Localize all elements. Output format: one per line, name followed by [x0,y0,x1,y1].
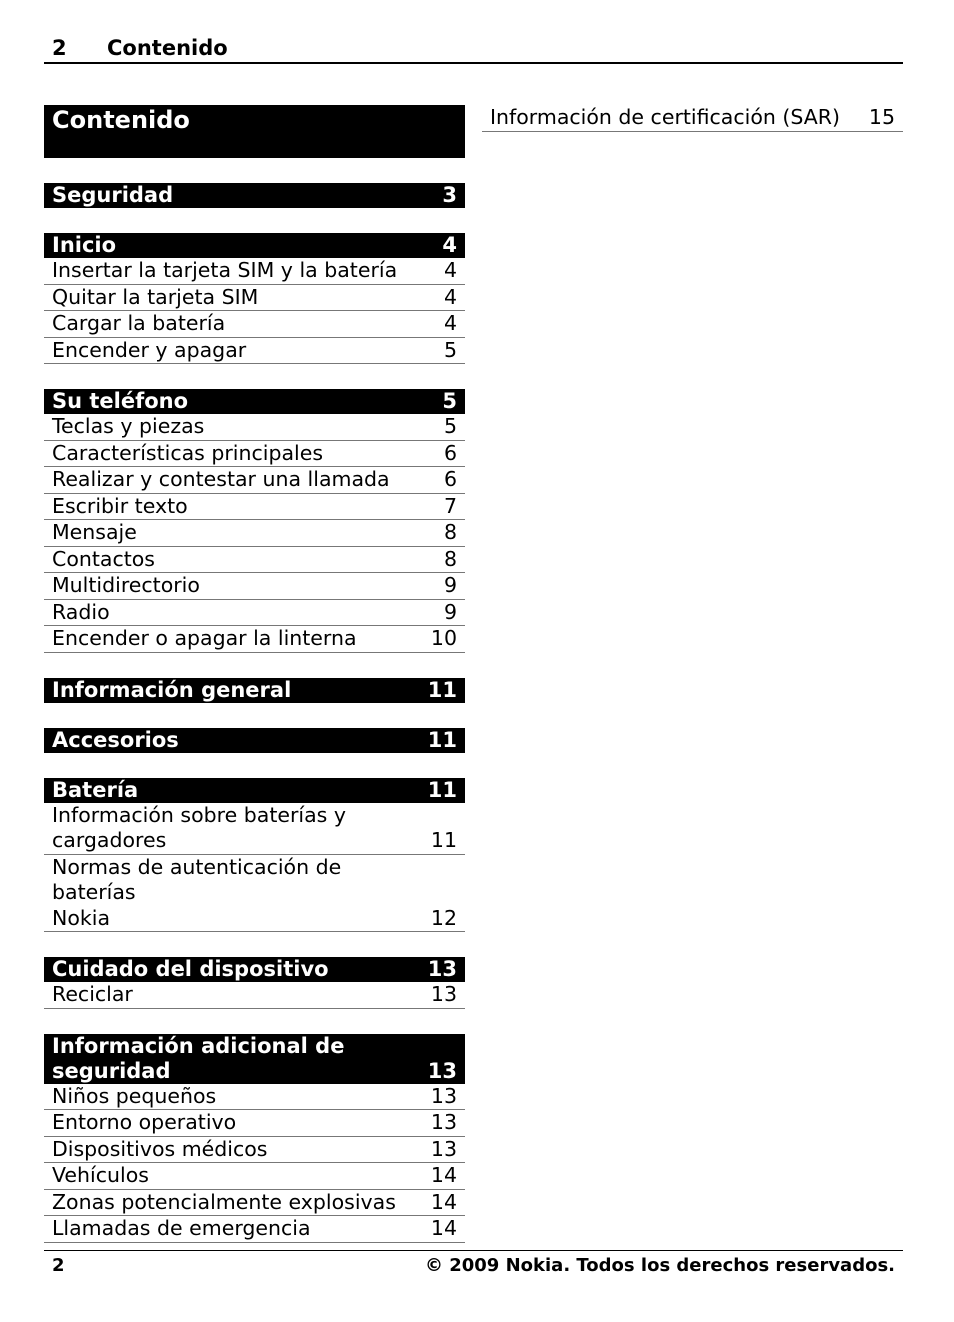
toc-entry[interactable] [44,600,465,627]
toc-entry[interactable] [44,1216,465,1243]
footer-copyright: © 2009 Nokia. Todos los derechos reservados. [424,1255,895,1276]
toc-section-heading[interactable] [44,183,465,208]
entry-page-number: 5 [443,337,457,362]
toc-right-entries [482,105,903,132]
entry-page-number: 13 [430,982,457,1006]
entry-title: Niños pequeños [52,1083,217,1108]
toc-section [44,389,465,653]
entry-title: Mensaje [52,520,137,544]
entry-page-number: 4 [443,311,457,335]
entry-page-number: 14 [430,1163,457,1187]
entry-page-number: 14 [430,1189,457,1214]
running-footer [44,1250,903,1280]
entry-page-number: 14 [430,1216,457,1240]
toc-entry[interactable] [44,494,465,521]
toc-section-heading[interactable] [44,728,465,753]
toc-entry[interactable] [44,1110,465,1137]
entry-page-number: 5 [443,414,457,438]
toc-entry[interactable] [44,258,465,285]
entry-page-number: 9 [443,573,457,597]
entry-title: Llamadas de emergencia [52,1216,311,1240]
section-page-number: 11 [427,727,457,752]
entry-title: Características principales [52,440,324,465]
entry-page-number: 6 [443,467,457,491]
toc-entry[interactable] [44,547,465,574]
toc-entry[interactable] [44,803,465,855]
entry-title: Escribir texto [52,493,188,518]
entry-title: Teclas y piezas [52,414,205,438]
entry-title: Información de certificación (SAR) [490,105,841,129]
entry-title: Dispositivos médicos [52,1136,268,1161]
entry-title: Multidirectorio [52,573,200,597]
entry-title: Reciclar [52,982,133,1006]
entry-title: Quitar la tarjeta SIM [52,284,259,309]
toc-entry[interactable] [44,338,465,365]
section-page-number: 4 [442,233,457,257]
entry-page-number: 4 [443,284,457,309]
toc-section [44,678,465,703]
toc-entry[interactable] [44,626,465,653]
entry-page-number: 12 [430,905,457,930]
toc-entry[interactable] [482,105,903,132]
toc-entry[interactable] [44,1137,465,1164]
entry-page-number: 6 [443,440,457,465]
toc-right-column [482,105,903,132]
section-title: Batería [52,777,139,802]
entry-page-number: 13 [430,1083,457,1108]
entry-page-number: 8 [443,520,457,544]
entry-title: Normas de autenticación de baterías Nokia [52,854,342,930]
entry-page-number: 13 [430,1110,457,1134]
entry-title: Zonas potencialmente explosivas [52,1189,396,1214]
entry-page-number: 10 [430,626,457,650]
entry-page-number: 4 [443,258,457,282]
toc-entry[interactable] [44,1163,465,1190]
entry-title: Radio [52,599,110,624]
toc-entry[interactable] [44,467,465,494]
entry-title: Encender y apagar [52,337,247,362]
entry-title: Entorno operativo [52,1110,237,1134]
entry-page-number: 9 [443,599,457,624]
entry-title: Insertar la tarjeta SIM y la batería [52,258,398,282]
toc-left-column [44,105,465,1243]
section-title: Cuidado del dispositivo [52,957,329,981]
toc-section [44,1034,465,1243]
header-page-number: 2 [52,36,67,60]
section-title: Su teléfono [52,389,189,413]
entry-page-number: 15 [868,105,895,129]
section-page-number: 13 [427,957,457,981]
toc-section-heading[interactable] [44,1034,465,1084]
section-page-number: 11 [427,677,457,702]
section-page-number: 11 [427,777,457,802]
entry-title: Realizar y contestar una llamada [52,467,390,491]
toc-section [44,778,465,933]
toc-entry[interactable] [44,311,465,338]
section-page-number: 13 [427,1058,457,1083]
toc-entry[interactable] [44,1190,465,1217]
section-page-number: 3 [442,183,457,207]
entry-title: Contactos [52,546,155,571]
entry-title: Vehículos [52,1163,149,1187]
entry-page-number: 13 [430,1136,457,1161]
section-title: Información adicional de seguridad [52,1033,345,1083]
header-title: Contenido [107,36,228,60]
toc-entry[interactable] [44,520,465,547]
toc-entry[interactable] [44,573,465,600]
toc-section-heading[interactable] [44,389,465,414]
toc-entry[interactable] [44,855,465,933]
entry-title: Encender o apagar la linterna [52,626,357,650]
toc-section [44,233,465,364]
section-title: Accesorios [52,727,179,752]
toc-entry[interactable] [44,1084,465,1111]
toc-sections [44,183,465,1243]
entry-page-number: 7 [443,493,457,518]
toc-section [44,957,465,1009]
toc-section [44,183,465,208]
toc-section-heading[interactable] [44,957,465,982]
toc-section-heading[interactable] [44,678,465,703]
entry-title: Información sobre baterías y cargadores [52,802,346,852]
toc-entry[interactable] [44,285,465,312]
section-title: Inicio [52,233,117,257]
footer-page-number: 2 [52,1255,65,1276]
toc-section-heading[interactable] [44,233,465,258]
entry-page-number: 8 [443,546,457,571]
toc-entry[interactable] [44,982,465,1009]
toc-title: Contenido [44,105,465,158]
section-title: Información general [52,677,292,702]
entry-page-number: 11 [430,828,457,852]
section-title: Seguridad [52,183,174,207]
running-header [44,34,903,64]
toc-entry[interactable] [44,441,465,468]
toc-section [44,728,465,753]
section-page-number: 5 [442,389,457,413]
toc-entry[interactable] [44,414,465,441]
toc-section-heading[interactable] [44,778,465,803]
entry-title: Cargar la batería [52,311,226,335]
